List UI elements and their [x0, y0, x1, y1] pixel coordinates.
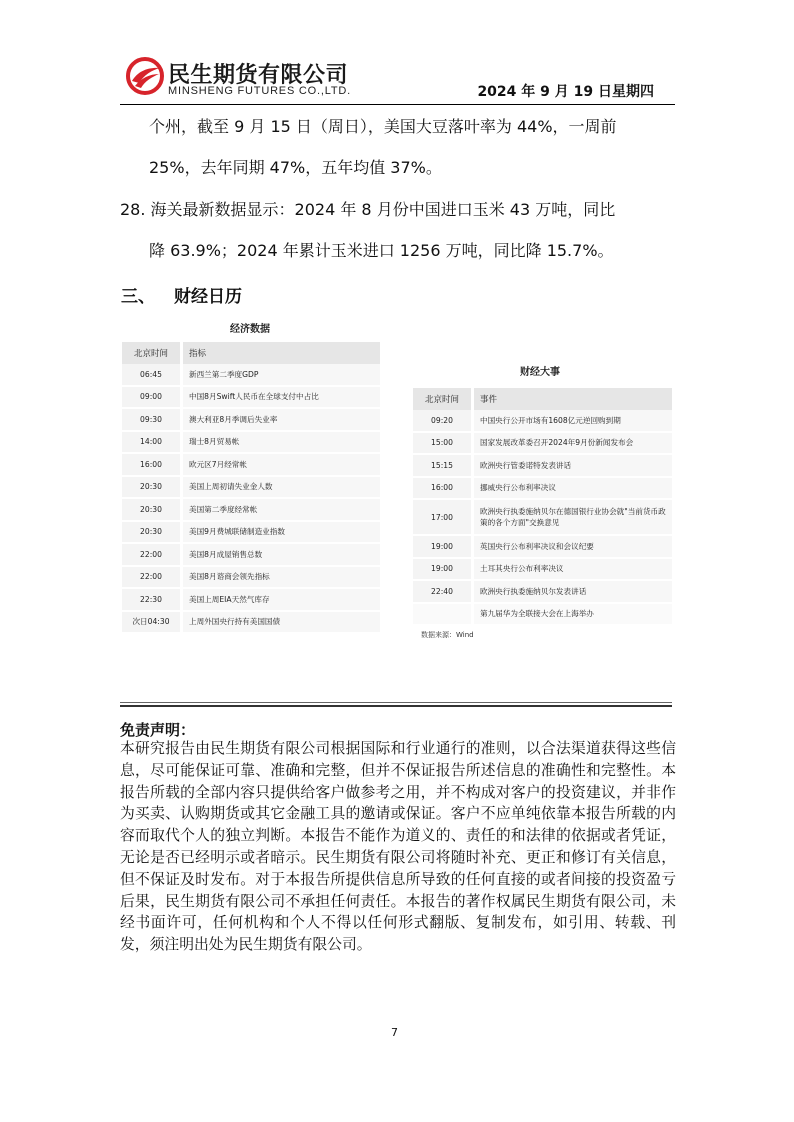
cell-time: 19:00 — [413, 536, 474, 559]
cell-item: 新西兰第二季度GDP — [183, 364, 380, 387]
cell-item: 土耳其央行公布利率决议 — [474, 559, 672, 582]
cell-item: 瑞士8月贸易帐 — [183, 432, 380, 455]
disclaimer-text: 本研究报告由民生期货有限公司根据国际和行业通行的准则，以合法渠道获得这些信息，尽可能保证可靠、准确和完整，但并不保证报告所述信息的准确性和完整性。本报告所载的全部内容只提供给客户做参考之用，并不构成对客户的投资建议，并非作为买卖、认购期货或其它金融工具的邀请或保证。客户不应单纯依靠本报告所载的内容而取代个人的独立判断。本报告不能作为道义的、责任的和法律的依据或者凭证，无论是否已经明示或者暗示。民生期货有限公司将随时补充、更正和修订有关信息，但不保证及时发布。对于本报告所提供信息所导致的任何直接的或者间接的投资盈亏后果，民生期货有限公司不承担任何责任。本报告的著作权属民生期货有限公司，未经书面许可，任何机构和个人不得以任何形式翻版、复制发布，如引用、转载、刊发，须注明出处为民生期货有限公司。 — [120, 740, 676, 954]
table-row — [413, 559, 672, 582]
cell-time: 06:45 — [122, 364, 183, 387]
section-title-text: 财经日历 — [174, 287, 242, 307]
page-number: 7 — [391, 1026, 398, 1039]
cell-time: 09:00 — [122, 387, 183, 410]
minsheng-logo-icon — [126, 57, 164, 95]
events-table — [413, 388, 672, 626]
company-logo — [126, 57, 366, 101]
cell-item: 美国上周EIA天然气库存 — [183, 589, 380, 612]
cell-time: 20:30 — [122, 477, 183, 500]
cell-item: 国家发展改革委召开2024年9月份新闻发布会 — [474, 433, 672, 456]
logo-english-name: MINSHENG FUTURES CO.,LTD. — [168, 85, 351, 97]
cell-item: 美国第二季度经常帐 — [183, 499, 380, 522]
table-row — [413, 536, 672, 559]
cell-time: 16:00 — [413, 478, 474, 501]
cell-item: 英国央行公布利率决议和会议纪要 — [474, 536, 672, 559]
table-row — [122, 432, 380, 455]
column-header-event: 事件 — [474, 388, 672, 410]
cell-time: 20:30 — [122, 522, 183, 545]
cell-time: 22:00 — [122, 544, 183, 567]
cell-item: 欧洲央行管委诺特发表讲话 — [474, 455, 672, 478]
cell-time: 次日04:30 — [122, 612, 183, 635]
events-title: 财经大事 — [520, 367, 560, 378]
section-heading — [121, 282, 242, 307]
table-row — [122, 364, 380, 387]
cell-item: 挪威央行公布利率决议 — [474, 478, 672, 501]
table-row — [122, 612, 380, 635]
table-row — [122, 477, 380, 500]
logo-chinese-name: 民生期货有限公司 — [168, 63, 349, 88]
paragraph-line: 个州，截至 9 月 15 日（周日），美国大豆落叶率为 44%，一周前 — [149, 117, 617, 136]
paragraph-line: 25%，去年同期 47%，五年均值 37%。 — [149, 158, 442, 177]
cell-time: 09:20 — [413, 410, 474, 433]
cell-time: 15:00 — [413, 433, 474, 456]
cell-item: 中国8月Swift人民币在全球支付中占比 — [183, 387, 380, 410]
column-header-time: 北京时间 — [413, 388, 474, 410]
cell-time: 22:30 — [122, 589, 183, 612]
cell-time: 16:00 — [122, 454, 183, 477]
table-row — [413, 604, 672, 627]
cell-time: 22:00 — [122, 567, 183, 590]
cell-item: 欧洲央行执委施纳贝尔发表讲话 — [474, 581, 672, 604]
table-row — [413, 410, 672, 433]
disclaimer-title: 免责声明： — [120, 721, 196, 739]
cell-time: 17:00 — [413, 500, 474, 536]
cell-item: 欧洲央行执委施纳贝尔在德国银行业协会就"当前货币政策的各个方面"交换意见 — [474, 500, 672, 536]
column-header-time: 北京时间 — [122, 342, 183, 364]
cell-time: 22:40 — [413, 581, 474, 604]
cell-item: 第九届华为全联接大会在上海举办 — [474, 604, 672, 627]
cell-time: 15:15 — [413, 455, 474, 478]
table-row — [413, 433, 672, 456]
cell-item: 中国央行公开市场有1608亿元逆回购到期 — [474, 410, 672, 433]
cell-item: 欧元区7月经常帐 — [183, 454, 380, 477]
table-row — [413, 455, 672, 478]
paragraph-line: 28. 海关最新数据显示：2024 年 8 月份中国进口玉米 43 万吨，同比 — [120, 200, 616, 219]
disclaimer-divider-thick — [120, 705, 672, 707]
column-header-indicator: 指标 — [183, 342, 380, 364]
cell-item: 美国9月费城联储制造业指数 — [183, 522, 380, 545]
header-divider — [120, 104, 675, 105]
paragraph-line: 降 63.9%；2024 年累计玉米进口 1256 万吨，同比降 15.7%。 — [149, 241, 614, 260]
economic-data-title: 经济数据 — [230, 324, 270, 335]
table-row — [413, 581, 672, 604]
table-row — [122, 589, 380, 612]
data-source-note: 数据来源：Wind — [421, 631, 474, 639]
cell-time — [413, 604, 474, 627]
table-row — [122, 454, 380, 477]
cell-time: 14:00 — [122, 432, 183, 455]
cell-item: 澳大利亚8月季调后失业率 — [183, 409, 380, 432]
cell-time: 19:00 — [413, 559, 474, 582]
table-header-row — [413, 388, 672, 410]
table-row — [122, 567, 380, 590]
section-number: 三、 — [121, 287, 155, 307]
disclaimer-divider-thin — [120, 702, 672, 703]
cell-item: 美国8月谘商会领先指标 — [183, 567, 380, 590]
table-row — [122, 387, 380, 410]
cell-item: 上周外国央行持有美国国债 — [183, 612, 380, 635]
table-row — [413, 478, 672, 501]
table-row — [122, 499, 380, 522]
table-row — [413, 500, 672, 536]
table-row — [122, 544, 380, 567]
table-header-row — [122, 342, 380, 364]
table-row — [122, 409, 380, 432]
cell-time: 20:30 — [122, 499, 183, 522]
cell-time: 09:30 — [122, 409, 183, 432]
cell-item: 美国上周初请失业金人数 — [183, 477, 380, 500]
table-row — [122, 522, 380, 545]
report-date: 2024 年 9 月 19 日星期四 — [477, 84, 654, 100]
cell-item: 美国8月成屋销售总数 — [183, 544, 380, 567]
economic-data-table — [122, 342, 380, 634]
